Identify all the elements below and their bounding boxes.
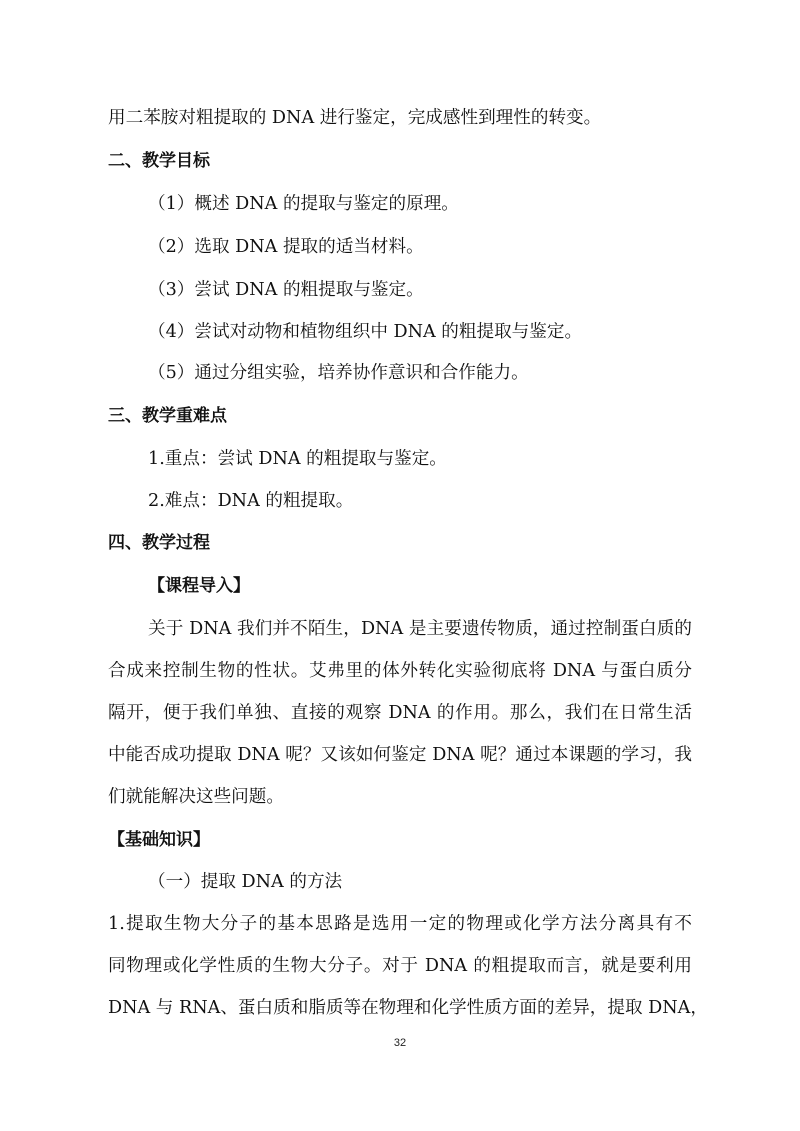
paragraph-line: 合成来控制生物的性状。艾弗里的体外转化实验彻底将 DNA 与蛋白质分: [108, 661, 692, 681]
subheading-course-intro: 【课程导入】: [148, 576, 250, 596]
heading-key-points: 三、教学重难点: [108, 406, 227, 426]
goal-item-2: （2）选取 DNA 提取的适当材料。: [148, 237, 424, 257]
heading-teaching-goals: 二、教学目标: [108, 151, 210, 171]
text-line-continuation: 用二苯胺对粗提取的 DNA 进行鉴定，完成感性到理性的转变。: [108, 108, 602, 128]
heading-teaching-process: 四、教学过程: [108, 533, 210, 553]
subheading-extraction-method: （一）提取 DNA 的方法: [148, 872, 343, 892]
goal-item-1: （1）概述 DNA 的提取与鉴定的原理。: [148, 194, 459, 214]
paragraph-line: 们就能解决这些问题。: [108, 787, 284, 807]
page-number: 32: [393, 1037, 407, 1049]
key-point-2: 2.难点：DNA 的粗提取。: [148, 491, 354, 511]
goal-item-4: （4）尝试对动物和植物组织中 DNA 的粗提取与鉴定。: [148, 322, 583, 342]
goal-item-5: （5）通过分组实验，培养协作意识和合作能力。: [148, 363, 529, 383]
goal-item-3: （3）尝试 DNA 的粗提取与鉴定。: [148, 280, 424, 300]
paragraph-line: 同物理或化学性质的生物大分子。对于 DNA 的粗提取而言，就是要利用: [108, 956, 692, 976]
paragraph-line: 关于 DNA 我们并不陌生，DNA 是主要遗传物质，通过控制蛋白质的: [148, 619, 692, 639]
subheading-basic-knowledge: 【基础知识】: [108, 830, 210, 850]
paragraph-line: 中能否成功提取 DNA 呢？又该如何鉴定 DNA 呢？通过本课题的学习，我: [108, 745, 692, 765]
paragraph-line: 隔开，便于我们单独、直接的观察 DNA 的作用。那么，我们在日常生活: [108, 703, 692, 723]
paragraph-line: DNA 与 RNA、蛋白质和脂质等在物理和化学性质方面的差异，提取 DNA，: [108, 998, 708, 1018]
key-point-1: 1.重点：尝试 DNA 的粗提取与鉴定。: [148, 449, 447, 469]
paragraph-line: 1.提取生物大分子的基本思路是选用一定的物理或化学方法分离具有不: [108, 914, 692, 934]
